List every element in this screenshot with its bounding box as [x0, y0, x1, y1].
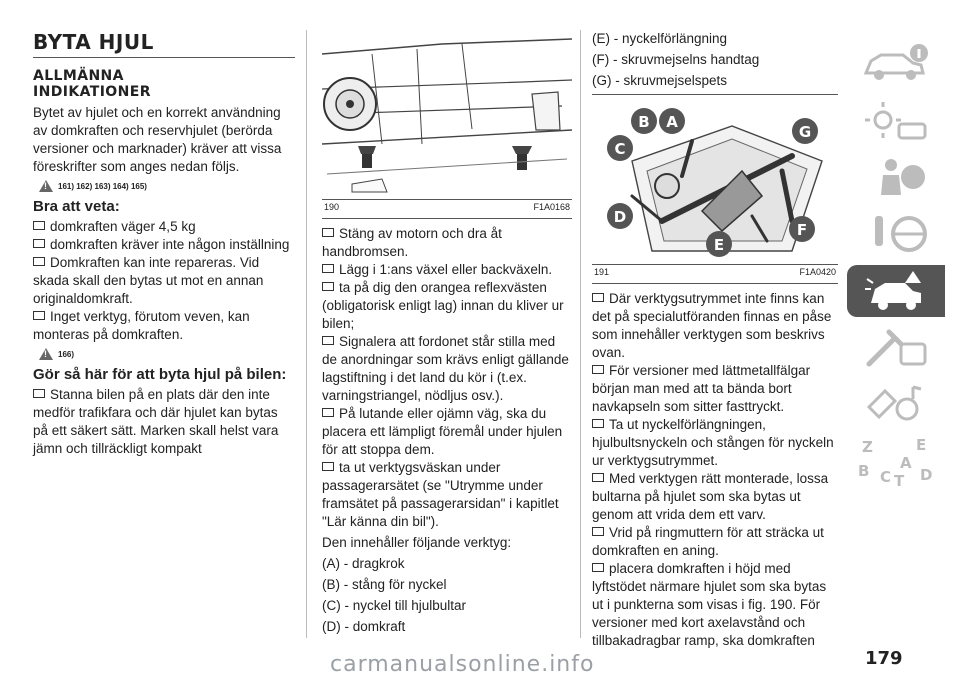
checkbox-bullet-icon: [322, 462, 334, 471]
list-item: Stäng av motorn och dra åt handbromsen.: [322, 226, 502, 259]
subheading-how-to: Gör så här för att byta hjul på bilen:: [33, 366, 287, 383]
label-G: G: [798, 123, 812, 141]
chapter-sidebar: [847, 37, 945, 493]
checkbox-bullet-icon: [592, 365, 604, 374]
column-divider: [306, 30, 307, 638]
list-item: ta ut verktygsväskan under passagerarsätet (se "Utrymme under framsätet på passagerarsidan" i kapitlet "Lär känna din bil").: [322, 460, 559, 529]
checkbox-bullet-icon: [322, 336, 334, 345]
list-item: Där verktygsutrymmet inte finns kan det på specialutföranden finnas en påse som innehåller verktygen som beskrivs ovan.: [592, 291, 832, 360]
figure-caption: [592, 267, 838, 277]
warning-refs: [39, 180, 295, 192]
list-item: Ta ut nyckelförlängningen, hjulbultsnyckeln och stången för nyckeln ur verktygsutrymmet.: [592, 417, 834, 468]
section-heading: [33, 68, 295, 100]
checkbox-bullet-icon: [592, 527, 604, 536]
tools-intro: Den innehåller följande verktyg:: [322, 535, 512, 550]
tool-item: (C) - nyckel till hjulbultar: [322, 598, 467, 613]
list-item: domkraften kräver inte någon inställning: [33, 236, 295, 254]
label-A: A: [666, 113, 678, 131]
page-number: 179: [865, 648, 903, 669]
list-item: För versioner med lättmetallfälgar början man med att ta bända bort navkapseln som sitter fasttryckt.: [592, 363, 811, 414]
checkbox-bullet-icon: [322, 228, 334, 237]
section-heading-line1: ALLMÄNNA: [33, 68, 124, 84]
page-title: BYTA HJUL: [33, 30, 295, 58]
label-D: D: [613, 208, 627, 226]
checkbox-bullet-icon: [592, 293, 604, 302]
warning-refs-text: 161) 162) 163) 164) 165): [58, 181, 147, 191]
tool-item: (F) - skruvmejselns handtag: [592, 52, 760, 67]
figure-number: 190: [324, 202, 340, 212]
checkbox-bullet-icon: [33, 257, 45, 266]
tool-item: (E) - nyckelförlängning: [592, 31, 728, 46]
list-item: Stanna bilen på en plats där den inte medför trafikfara och där hjulet kan bytas på ett säkert sätt. Marken skall helst vara jämn och tillräckligt kompakt: [33, 387, 279, 456]
section-heading-line2: INDIKATIONER: [33, 84, 151, 100]
list-item: Vrid på ringmuttern för att sträcka ut domkraften en aning.: [592, 525, 824, 558]
warning-triangle-icon: [39, 348, 53, 360]
figure-code: F1A0420: [799, 267, 836, 277]
subheading-bra-att-veta: Bra att veta:: [33, 198, 120, 215]
checkbox-bullet-icon: [322, 408, 334, 417]
checkbox-bullet-icon: [33, 389, 45, 398]
column-1: [33, 30, 295, 458]
media-settings-icon[interactable]: [847, 379, 945, 431]
figure-rule: [592, 94, 838, 95]
list-item: Inget verktyg, förutom veven, kan monteras på domkraften.: [33, 309, 250, 342]
intro-paragraph: Bytet av hjulet och en korrekt användning av domkraften och reservhjulet (berörda versioner och marknader) kräver att vissa föreskrifter som anges nedan följs.: [33, 105, 282, 174]
figure-caption: [322, 202, 572, 212]
figure-code: F1A0168: [533, 202, 570, 212]
label-E: E: [713, 236, 725, 254]
checkbox-bullet-icon: [33, 221, 45, 230]
column-2: [322, 34, 572, 636]
checkbox-bullet-icon: [33, 239, 45, 248]
list-item: domkraften väger 4,5 kg: [33, 218, 295, 236]
label-B: B: [638, 113, 650, 131]
column-3: [592, 30, 838, 650]
figure-rule: [592, 283, 838, 284]
van-jack-points-illustration: [322, 34, 572, 194]
list-item: Lägg i 1:ans växel eller backväxeln.: [322, 261, 572, 279]
checkbox-bullet-icon: [322, 264, 334, 273]
warning-refs: [39, 348, 295, 360]
car-info-icon[interactable]: [847, 37, 945, 89]
tool-item: (A) - dragkrok: [322, 556, 405, 571]
checkbox-bullet-icon: [592, 563, 604, 572]
list-item: ta på dig den orangea reflexvästen (obligatorisk enligt lag) innan du kliver ur bilen;: [322, 280, 564, 331]
tool-item: (G) - skruvmejselspets: [592, 73, 728, 88]
warning-triangle-icon: [39, 180, 53, 192]
list-item: Domkraften kan inte repareras. Vid skada skall den bytas ut mot en annan originaldomkraft.: [33, 255, 264, 306]
watermark: carmanualsonline.info: [330, 652, 595, 677]
label-F: F: [796, 221, 808, 239]
figure-191: [592, 101, 838, 265]
figure-190: [322, 34, 572, 200]
maintenance-wrench-icon[interactable]: [847, 322, 945, 374]
tool-item: (B) - stång för nyckel: [322, 577, 447, 592]
figure-number: 191: [594, 267, 610, 277]
tool-kit-illustration: [592, 101, 838, 259]
list-item: På lutande eller ojämn väg, ska du placera ett lämpligt föremål under hjulen för att stoppa dem.: [322, 406, 563, 457]
emergency-car-icon[interactable]: [847, 265, 945, 317]
checkbox-bullet-icon: [33, 311, 45, 320]
tool-item: (D) - domkraft: [322, 619, 406, 634]
label-C: C: [614, 140, 626, 158]
list-item: Med verktygen rätt monterade, lossa bultarna på hjulet som ska bytas ut genom att vrida dem ett varv.: [592, 471, 829, 522]
checkbox-bullet-icon: [592, 473, 604, 482]
list-item: placera domkraften i höjd med lyftstödet närmare hjulet som ska bytas ut i punkterna som visas i fig. 190. För versioner med kort axelavstånd och tillbakadragbar ramp, ska domkraften: [592, 561, 827, 648]
index-letters-icon[interactable]: Z E B A C T D: [858, 436, 933, 490]
checkbox-bullet-icon: [592, 419, 604, 428]
dashboard-lights-icon[interactable]: [847, 94, 945, 146]
airbag-seatbelt-icon[interactable]: [847, 151, 945, 203]
key-steering-icon[interactable]: [847, 208, 945, 260]
checkbox-bullet-icon: [322, 282, 334, 291]
column-divider: [580, 30, 581, 638]
list-item: Signalera att fordonet står stilla med de anordningar som krävs enligt gällande lagstiftning i det land du kör i (t.ex. varningstriangel, nödljus osv.).: [322, 334, 569, 403]
warning-refs-text: 166): [58, 349, 75, 359]
figure-rule: [322, 218, 572, 219]
